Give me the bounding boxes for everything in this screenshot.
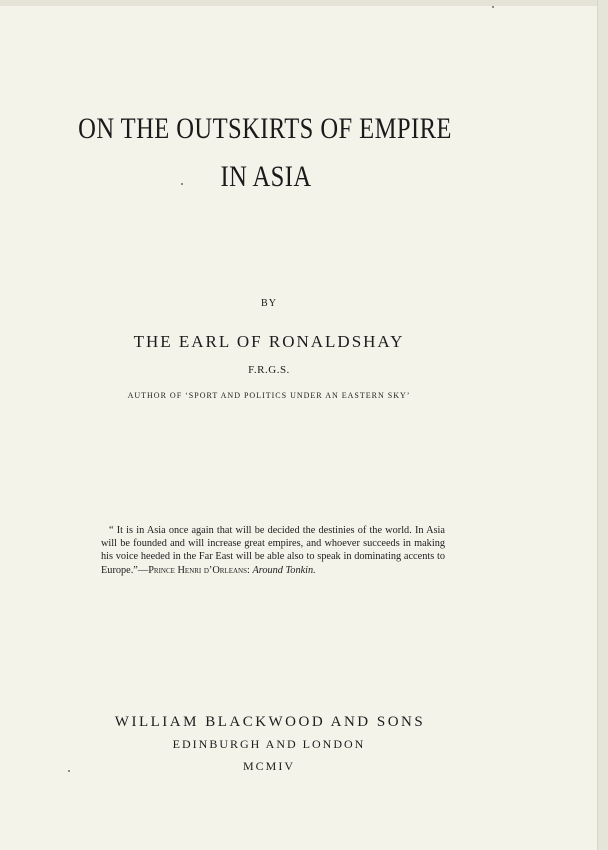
publication-year: MCMIV [242, 759, 295, 773]
paper-speck [181, 183, 183, 185]
paper-speck [68, 770, 70, 772]
page-right-edge [597, 0, 608, 850]
epigraph [101, 524, 445, 577]
author-name: THE EARL OF RONALDSHAY [133, 332, 405, 351]
epigraph-text: “ It is in Asia once again that will be decided the destinies of the world. In Asia will be founded and will increase great empires, and whoever succeeds in making his voice heeded in the Far East will be able also to speak in dominating accents to Europe.”— [101, 525, 445, 576]
author-credentials: F.R.G.S. [248, 364, 290, 376]
book-title-line-2: IN ASIA [220, 160, 312, 193]
book-title-line-1: ON THE OUTSKIRTS OF EMPIRE [78, 112, 452, 145]
publisher-place: EDINBURGH AND LONDON [172, 737, 366, 751]
page-top-edge [0, 0, 608, 6]
author-previous-work: AUTHOR OF ‘SPORT AND POLITICS UNDER AN EASTERN SKY’ [127, 391, 411, 400]
by-label: BY [261, 298, 277, 309]
paper-speck [492, 6, 494, 8]
epigraph-attribution: Prince Henri d’Orleans [148, 564, 247, 576]
epigraph-separator: : [246, 564, 250, 576]
publisher-name: WILLIAM BLACKWOOD AND SONS [114, 714, 426, 730]
epigraph-source: Around Tonkin. [252, 564, 316, 576]
